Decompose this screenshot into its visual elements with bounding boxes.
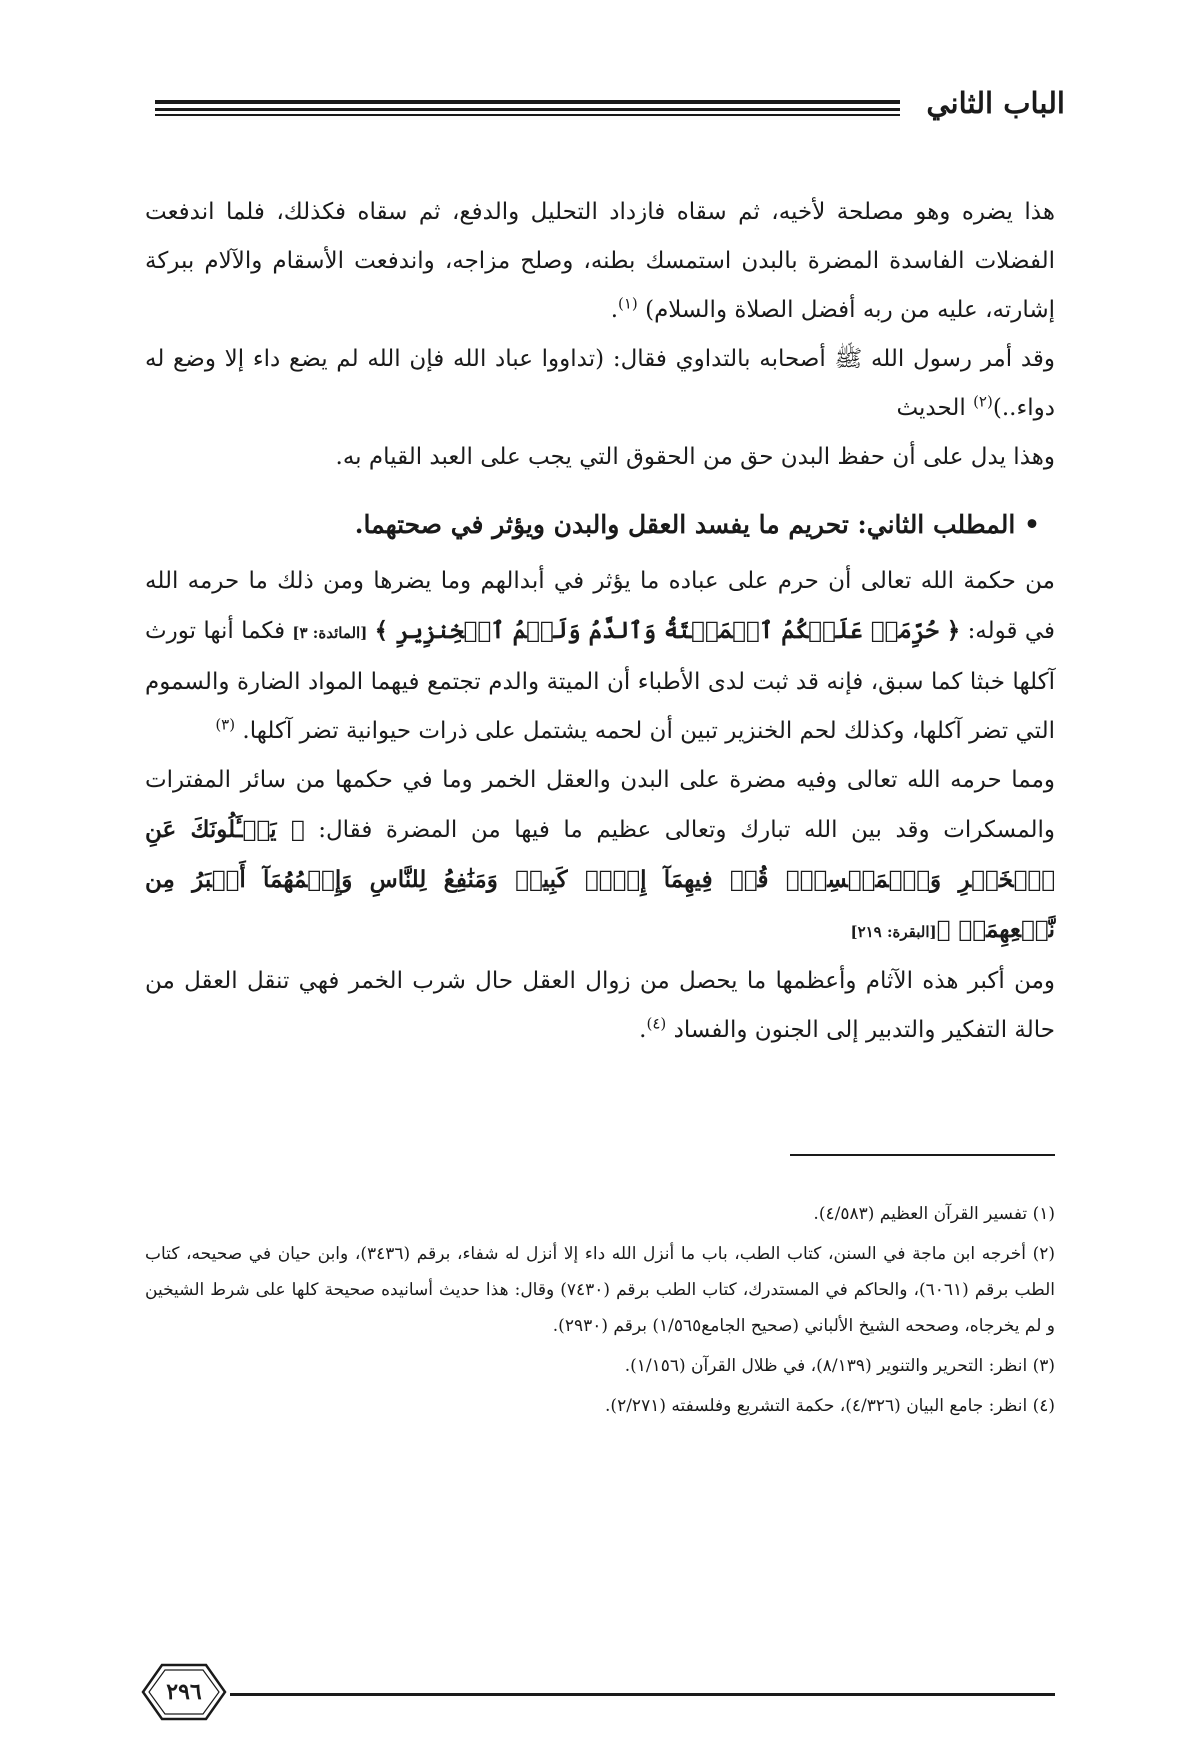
paragraph: هذا يضره وهو مصلحة لأخيه، ثم سقاه فازداد التحليل والدفع، ثم سقاه فكذلك، فلما اندفعت الفضلات الفاسدة المضرة بالبدن استمسك بطنه، وصلح مزاجه، واندفعت الأسقام والآلام ببركة إشارته، عليه من ربه أفضل الصلاة والسلام) $^{(١)}$.: [145, 199, 1055, 323]
footnote: (١) تفسير القرآن العظيم (٤/٥٨٣).: [813, 1204, 1055, 1224]
paragraph-text: هذا يضره وهو مصلحة لأخيه، ثم سقاه فازداد التحليل والدفع، ثم سقاه فكذلك، فلما اندفعت الفضلات الفاسدة المضرة بالبدن استمسك بطنه، وصلح مزاجه، واندفعت الأسقام والآلام ببركة إشارته، عليه من ربه أفضل الصلاة والسلام): [145, 199, 1055, 323]
section-heading: • المطلب الثاني: تحريم ما يفسد العقل والبدن ويؤثر في صحتهما.: [354, 510, 1040, 539]
footnote: (٤) انظر: جامع البيان (٤/٣٢٦)، حكمة التشريع وفلسفته (٢/٢٧١).: [605, 1396, 1055, 1416]
paragraph: [145, 335, 1055, 433]
footnote-ref[interactable]: (٣): [215, 715, 236, 734]
body-text: [145, 188, 1055, 1055]
verse-citation: [المائدة: ٣]: [292, 624, 368, 642]
page-number: ٢٩٦: [166, 1679, 202, 1705]
footnote: (٢) أخرجه ابن ماجة في السنن، كتاب الطب، باب ما أنزل الله داء إلا أنزل له شفاء، برقم (٣٤٣٦)، وابن حيان في صحيحه، كتاب الطب برقم (٦٠٦١)، والحاكم في المستدرك، كتاب الطب برقم (٧٤٣٠) وقال: هذا حديث أسانيده صحيحة كلها على شرط الشيخين و لم يخرجاه، وصححه الشيخ الألباني (صحيح الجامع١/٥٦٥) برقم (٢٩٣٠).: [145, 1244, 1055, 1336]
footnote-ref[interactable]: (١): [618, 294, 638, 313]
quran-verse: ﴿ يَسۡـَٔلُونَكَ عَنِ ٱلۡخَمۡرِ وَٱلۡمَيۡسِرِۖ قُلۡ فِيهِمَآ إِثۡمٞ كَبِيرٞ وَمَنَٰفِعُ لِلنَّاسِ وَإِثۡمُهُمَآ أَكۡبَرُ مِن نَّفۡعِهِمَاۗ ﴾: [145, 816, 1055, 943]
paragraph: [145, 557, 1055, 756]
footnotes: [145, 1196, 1055, 1428]
footnote: (٣) انظر: التحرير والتنوير (٨/١٣٩)، في ظلال القرآن (١/١٥٦).: [624, 1356, 1055, 1376]
hadith-text: وقد أمر رسول الله ﷺ أصحابه بالتداوي فقال: (تداووا عباد الله فإن الله لم يضع داء إلا وضع له دواء..): [145, 346, 1055, 421]
page-header: [155, 80, 1065, 130]
verse-citation: [البقرة: ٢١٩]: [850, 923, 937, 941]
footnote-separator: [790, 1154, 1055, 1156]
paragraph-text: من حكمة الله تعالى أن حرم على عباده ما يؤثر في أبدالهم وما يضرها ومن ذلك ما حرمه الله في قوله:: [145, 568, 1056, 644]
header-rule: [155, 108, 900, 111]
quran-verse: ﴿ حُرِّمَتۡ عَلَيۡكُمُ ٱلۡمَيۡتَةُ وَٱلدَّمُ وَلَحۡمُ ٱلۡخِنزِيرِ ﴾: [374, 617, 961, 644]
paragraph: [145, 756, 1055, 957]
paragraph-text: ومن أكبر هذه الآثام وأعظمها ما يحصل من زوال العقل حال شرب الخمر فهي تنقل العقل من حالة التفكير والتدبير إلى الجنون والفساد: [145, 968, 1055, 1043]
running-head: الباب الثاني: [926, 86, 1065, 120]
paragraph-text: الحديث: [896, 395, 966, 421]
paragraph: ومن أكبر هذه الآثام وأعظمها ما يحصل من زوال العقل حال شرب الخمر فهي تنقل العقل من حالة التفكير والتدبير إلى الجنون والفساد $^{(٤)}$.: [145, 968, 1055, 1043]
header-rule: [155, 114, 900, 116]
footnote-ref[interactable]: (٢): [973, 392, 993, 411]
footnote-ref[interactable]: (٤): [646, 1014, 667, 1033]
paragraph-text: ومما حرمه الله تعالى وفيه مضرة على البدن والعقل الخمر وما في حكمها من سائر المفترات والمسكرات وقد بين الله تبارك وتعالى عظيم ما فيها من المضرة فقال:: [145, 767, 1056, 843]
page-number-badge: [140, 1662, 228, 1722]
header-rule: [155, 100, 900, 104]
paragraph: وهذا يدل على أن حفظ البدن حق من الحقوق التي يجب على العبد القيام به.: [335, 444, 1055, 470]
paragraph-text: فكما أنها تورث آكلها خبثا كما سبق، فإنه قد ثبت لدى الأطباء أن الميتة والدم تجتمع فيهما المواد الضارة والسموم التي تضر آكلها، وكذلك لحم الخنزير تبين أن لحمه يشتمل على ذرات حيوانية تضر آكلها.: [145, 618, 1055, 744]
footer-rule: [230, 1693, 1055, 1696]
